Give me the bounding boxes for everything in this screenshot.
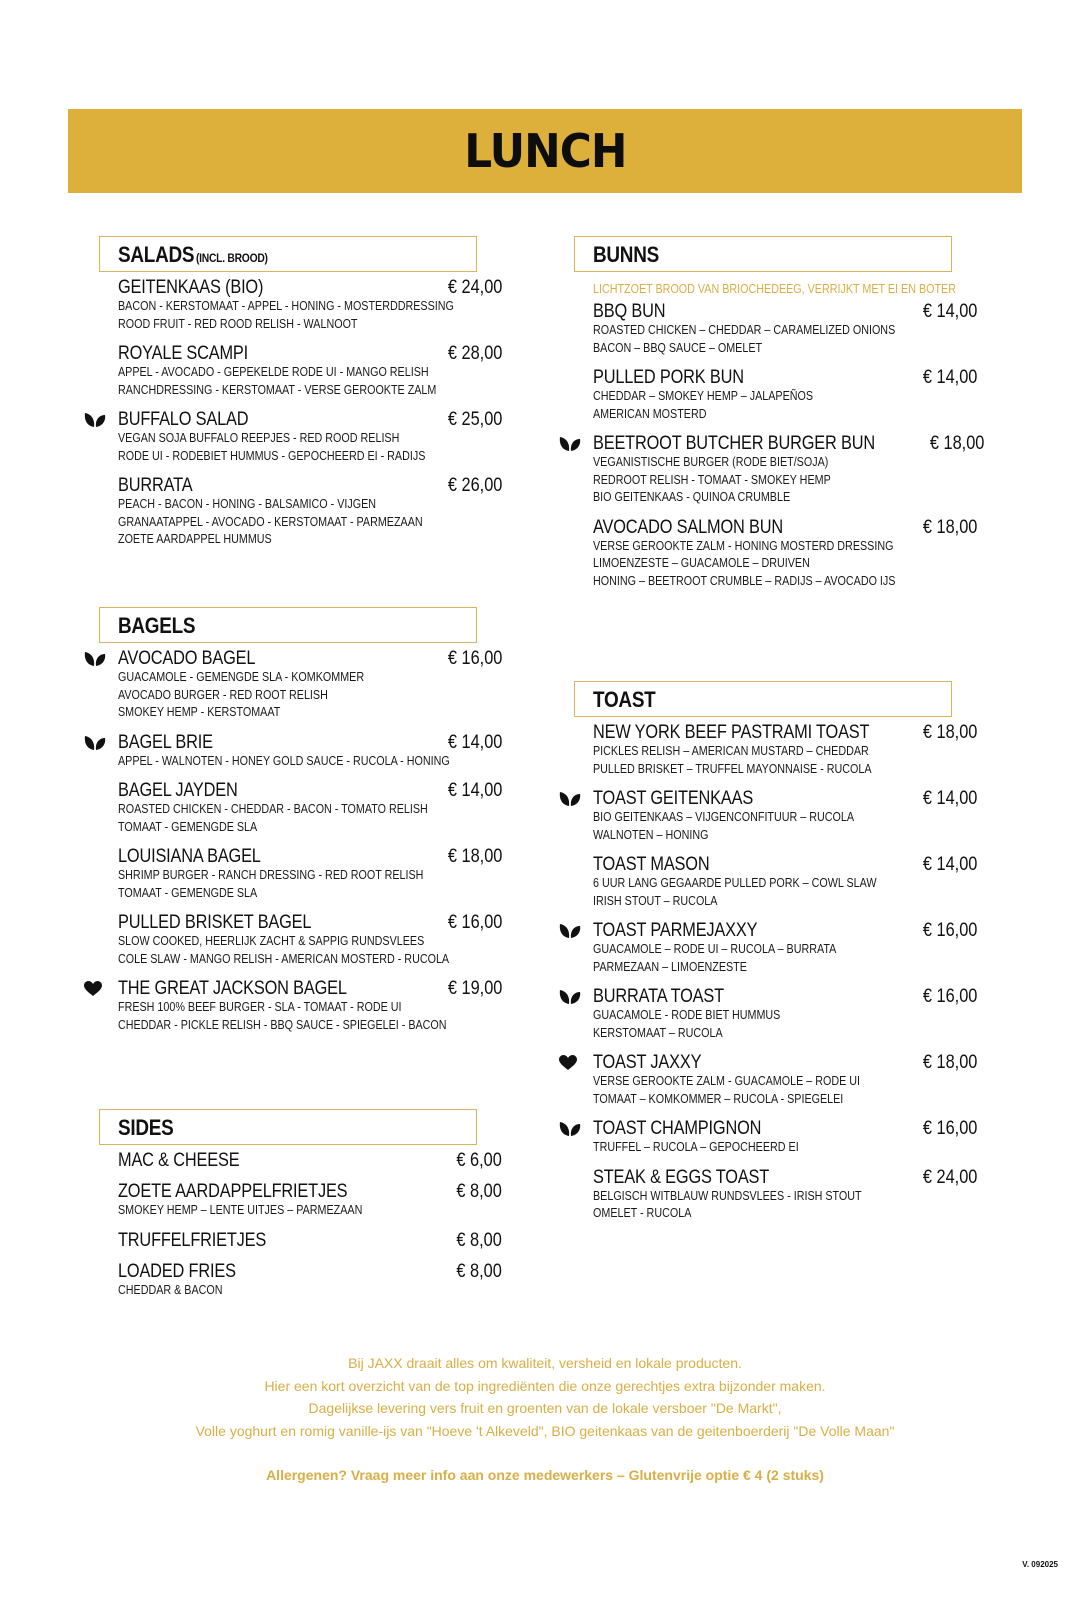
- footer-line: Volle yoghurt en romig vanille-ijs van "Hoeve 't Alkeveld", BIO geitenkaas van de geitenboerderij "De Volle Maan": [195, 1422, 895, 1439]
- item-price: € 28,00: [447, 343, 502, 364]
- item-name: TOAST GEITENKAAS: [593, 788, 754, 809]
- item-price: € 19,00: [447, 978, 502, 999]
- item-description: 6 UUR LANG GEGAARDE PULLED PORK – COWL SLAW: [593, 876, 877, 890]
- leaf-icon: [559, 791, 581, 809]
- item-name: BAGEL JAYDEN: [118, 780, 238, 801]
- item-description: AMERICAN MOSTERD: [593, 406, 707, 421]
- item-description: COLE SLAW - MANGO RELISH - AMERICAN MOSTERD - RUCOLA: [118, 951, 450, 966]
- section-salads: [70, 236, 510, 560]
- leaf-icon: [559, 436, 581, 454]
- item-description: CHEDDAR – SMOKEY HEMP – JALAPEÑOS: [593, 389, 814, 403]
- menu-item: [545, 987, 985, 1042]
- item-name: BUFFALO SALAD: [118, 409, 249, 430]
- footer-line: Hier een kort overzicht van de top ingrediënten die onze gerechtjes extra bijzonder maken.: [264, 1377, 826, 1394]
- item-description: FRESH 100% BEEF BURGER - SLA - TOMAAT - RODE UI: [118, 1000, 402, 1014]
- section-toast: [545, 681, 985, 1234]
- item-price: € 16,00: [447, 912, 502, 933]
- item-price: € 14,00: [447, 731, 502, 753]
- menu-item: [70, 1262, 510, 1300]
- item-description: LIMOENZESTE – GUACAMOLE – DRUIVEN: [593, 556, 810, 570]
- menu-item: [70, 1231, 510, 1251]
- item-price: € 18,00: [922, 516, 977, 538]
- item-name: TOAST MASON: [593, 854, 710, 875]
- leaf-icon: [559, 1121, 581, 1139]
- item-price: € 14,00: [922, 854, 977, 875]
- menu-item: [70, 344, 510, 399]
- item-description: PEACH - BACON - HONING - BALSAMICO - VIJGEN: [118, 497, 377, 511]
- leaf-icon: [84, 735, 106, 753]
- item-price: € 14,00: [922, 788, 977, 809]
- item-price: € 8,00: [456, 1181, 502, 1202]
- item-description: ROASTED CHICKEN - CHEDDAR - BACON - TOMATO RELISH: [118, 802, 428, 816]
- section-title-note: (INCL. BROOD): [195, 251, 268, 265]
- item-price: € 18,00: [923, 722, 978, 743]
- item-description: RODE UI - RODEBIET HUMMUS - GEPOCHEERD EI - RADIJS: [118, 448, 426, 463]
- item-name: LOADED FRIES: [118, 1260, 236, 1282]
- menu-item: [545, 1053, 985, 1108]
- menu-item: [70, 278, 510, 333]
- item-name: NEW YORK BEEF PASTRAMI TOAST: [593, 722, 870, 743]
- item-price: € 14,00: [922, 367, 977, 388]
- section-subtitle: LICHTZOET BROOD VAN BRIOCHEDEEG, VERRIJKT MET EI EN BOTER: [593, 282, 956, 296]
- section-header: [99, 236, 477, 272]
- section-bunns: [545, 236, 985, 601]
- item-description: PICKLES RELISH – AMERICAN MUSTARD – CHEDDAR: [593, 744, 869, 758]
- item-description: BIO GEITENKAAS - QUINOA CRUMBLE: [593, 490, 791, 504]
- menu-item: [70, 979, 510, 1034]
- item-description: SMOKEY HEMP - KERSTOMAAT: [118, 705, 281, 719]
- menu-item: [70, 410, 510, 465]
- item-name: BAGEL BRIE: [118, 731, 213, 753]
- menu-item: [70, 1182, 510, 1220]
- item-description: TOMAAT - GEMENGDE SLA: [118, 819, 258, 834]
- heart-icon: [84, 981, 106, 999]
- item-price: € 16,00: [447, 648, 502, 669]
- item-description: WALNOTEN – HONING: [593, 827, 709, 842]
- item-name: THE GREAT JACKSON BAGEL: [118, 978, 347, 999]
- item-price: € 24,00: [447, 277, 502, 298]
- item-name: STEAK & EGGS TOAST: [593, 1166, 770, 1188]
- item-description: TOMAAT - GEMENGDE SLA: [118, 885, 258, 900]
- page-title: LUNCH: [463, 124, 627, 178]
- item-description: BIO GEITENKAAS – VIJGENCONFITUUR – RUCOLA: [593, 810, 855, 824]
- item-description: ROASTED CHICKEN – CHEDDAR – CARAMELIZED ONIONS: [593, 323, 896, 337]
- item-description: GUACAMOLE - RODE BIET HUMMUS: [593, 1008, 781, 1022]
- footer: [0, 1352, 1090, 1487]
- item-price: € 8,00: [456, 1229, 502, 1251]
- item-name: TOAST CHAMPIGNON: [593, 1118, 762, 1139]
- item-name: LOUISIANA BAGEL: [118, 846, 261, 867]
- item-list: [545, 723, 985, 1223]
- item-description: GRANAATAPPEL - AVOCADO - KERSTOMAAT - PARMEZAAN: [118, 514, 423, 529]
- section-header: [99, 607, 477, 643]
- item-description: AVOCADO BURGER - RED ROOT RELISH: [118, 687, 328, 702]
- item-description: KERSTOMAAT – RUCOLA: [593, 1025, 723, 1040]
- item-description: TRUFFEL – RUCOLA – GEPOCHEERD EI: [593, 1140, 799, 1154]
- leaf-icon: [559, 923, 581, 941]
- item-name: TOAST PARMEJAXXY: [593, 920, 758, 941]
- item-price: € 16,00: [922, 986, 977, 1007]
- item-price: € 14,00: [922, 301, 977, 322]
- menu-item: [70, 476, 510, 549]
- menu-item: [545, 368, 985, 423]
- section-header: [574, 681, 952, 717]
- item-price: € 24,00: [922, 1166, 977, 1188]
- item-price: € 25,00: [447, 409, 502, 430]
- item-description: BELGISCH WITBLAUW RUNDSVLEES - IRISH STOUT: [593, 1188, 862, 1203]
- version-label: V. 092025: [1022, 1560, 1058, 1569]
- section-title: SALADS (INCL. BROOD): [118, 242, 268, 267]
- item-description: VEGAN SOJA BUFFALO REEPJES - RED ROOD RELISH: [118, 431, 400, 445]
- item-description: ZOETE AARDAPPEL HUMMUS: [118, 532, 272, 546]
- menu-item: [545, 921, 985, 976]
- section-sides: [70, 1109, 510, 1310]
- item-price: € 18,00: [447, 846, 502, 867]
- section-bagels: [70, 607, 510, 1045]
- menu-item: [545, 1168, 985, 1223]
- item-name: AVOCADO BAGEL: [118, 648, 256, 669]
- item-description: VEGANISTISCHE BURGER (RODE BIET/SOJA): [593, 455, 829, 469]
- item-description: CHEDDAR & BACON: [118, 1282, 223, 1297]
- menu-item: [70, 1151, 510, 1171]
- item-description: IRISH STOUT – RUCOLA: [593, 893, 718, 908]
- menu-item: [545, 855, 985, 910]
- item-price: € 14,00: [447, 780, 502, 801]
- menu-item: [70, 733, 510, 771]
- item-name: ROYALE SCAMPI: [118, 343, 249, 364]
- menu-item: [545, 434, 985, 507]
- menu-item: [545, 1119, 985, 1157]
- leaf-icon: [559, 989, 581, 1007]
- item-price: € 8,00: [456, 1260, 502, 1282]
- item-name: BURRATA TOAST: [593, 986, 724, 1007]
- section-title: BUNNS: [593, 242, 659, 267]
- item-description: SMOKEY HEMP – LENTE UITJES – PARMEZAAN: [118, 1203, 363, 1217]
- item-description: BACON - KERSTOMAAT - APPEL - HONING - MOSTERDDRESSING: [118, 299, 454, 313]
- footer-line: Dagelijkse levering vers fruit en groenten van de lokale versboer "De Markt",: [308, 1400, 782, 1416]
- menu-item: [545, 723, 985, 778]
- item-name: MAC & CHEESE: [118, 1150, 240, 1171]
- item-name: BEETROOT BUTCHER BURGER BUN: [593, 433, 875, 454]
- item-name: PULLED BRISKET BAGEL: [118, 912, 312, 933]
- item-list: [70, 1151, 510, 1299]
- item-name: PULLED PORK BUN: [593, 367, 744, 388]
- item-name: BBQ BUN: [593, 301, 666, 322]
- item-list: [70, 278, 510, 549]
- item-description: APPEL - AVOCADO - GEPEKELDE RODE UI - MANGO RELISH: [118, 365, 429, 379]
- item-description: ROOD FRUIT - RED ROOD RELISH - WALNOOT: [118, 316, 358, 331]
- item-description: VERSE GEROOKTE ZALM - HONING MOSTERD DRESSING: [593, 538, 894, 553]
- item-description: GUACAMOLE - GEMENGDE SLA - KOMKOMMER: [118, 670, 365, 684]
- item-description: SLOW COOKED, HEERLIJK ZACHT & SAPPIG RUNDSVLEES: [118, 934, 425, 948]
- item-price: € 16,00: [922, 920, 977, 941]
- item-description: GUACAMOLE – RODE UI – RUCOLA – BURRATA: [593, 942, 837, 956]
- section-header: [99, 1109, 477, 1145]
- item-price: € 6,00: [456, 1150, 502, 1171]
- item-description: PULLED BRISKET – TRUFFEL MAYONNAISE - RUCOLA: [593, 761, 872, 776]
- item-description: BACON – BBQ SAUCE – OMELET: [593, 340, 763, 355]
- leaf-icon: [84, 651, 106, 669]
- item-name: AVOCADO SALMON BUN: [593, 516, 783, 538]
- section-title: SIDES: [118, 1115, 174, 1140]
- item-list: [545, 302, 985, 590]
- menu-item: [545, 789, 985, 844]
- item-name: BURRATA: [118, 475, 193, 496]
- menu-item: [70, 913, 510, 968]
- section-header: [574, 236, 952, 272]
- item-description: CHEDDAR - PICKLE RELISH - BBQ SAUCE - SPIEGELEI - BACON: [118, 1017, 447, 1032]
- item-description: TOMAAT – KOMKOMMER – RUCOLA - SPIEGELEI: [593, 1091, 844, 1106]
- footer-line: Bij JAXX draait alles om kwaliteit, versheid en lokale producten.: [348, 1355, 742, 1371]
- item-description: OMELET - RUCOLA: [593, 1206, 692, 1220]
- item-description: APPEL - WALNOTEN - HONEY GOLD SAUCE - RUCOLA - HONING: [118, 753, 450, 768]
- menu-item: [545, 302, 985, 357]
- allergen-note: Allergenen? Vraag meer info aan onze medewerkers – Glutenvrije optie € 4 (2 stuks): [266, 1467, 824, 1483]
- item-list: [70, 649, 510, 1034]
- item-description: PARMEZAAN – LIMOENZESTE: [593, 959, 747, 974]
- section-title: BAGELS: [118, 613, 196, 638]
- leaf-icon: [84, 412, 106, 430]
- title-banner: [68, 109, 1022, 193]
- item-name: TOAST JAXXY: [593, 1052, 702, 1073]
- item-price: € 16,00: [922, 1118, 977, 1139]
- heart-icon: [559, 1055, 581, 1073]
- menu-item: [70, 781, 510, 836]
- item-price: € 26,00: [447, 475, 502, 496]
- menu-item: [70, 649, 510, 722]
- item-description: VERSE GEROOKTE ZALM - GUACAMOLE – RODE UI: [593, 1074, 861, 1088]
- item-description: REDROOT RELISH - TOMAAT - SMOKEY HEMP: [593, 472, 831, 487]
- item-name: TRUFFELFRIETJES: [118, 1229, 267, 1251]
- item-description: HONING – BEETROOT CRUMBLE – RADIJS – AVOCADO IJS: [593, 573, 896, 588]
- item-name: GEITENKAAS (BIO): [118, 277, 264, 298]
- item-price: € 18,00: [929, 433, 985, 454]
- item-description: SHRIMP BURGER - RANCH DRESSING - RED ROOT RELISH: [118, 868, 424, 882]
- item-description: RANCHDRESSING - KERSTOMAAT - VERSE GEROOKTE ZALM: [118, 382, 437, 397]
- menu-item: [70, 847, 510, 902]
- menu-item: [545, 518, 985, 591]
- section-title: TOAST: [593, 687, 656, 712]
- item-name: ZOETE AARDAPPELFRIETJES: [118, 1181, 348, 1202]
- item-price: € 18,00: [922, 1052, 977, 1073]
